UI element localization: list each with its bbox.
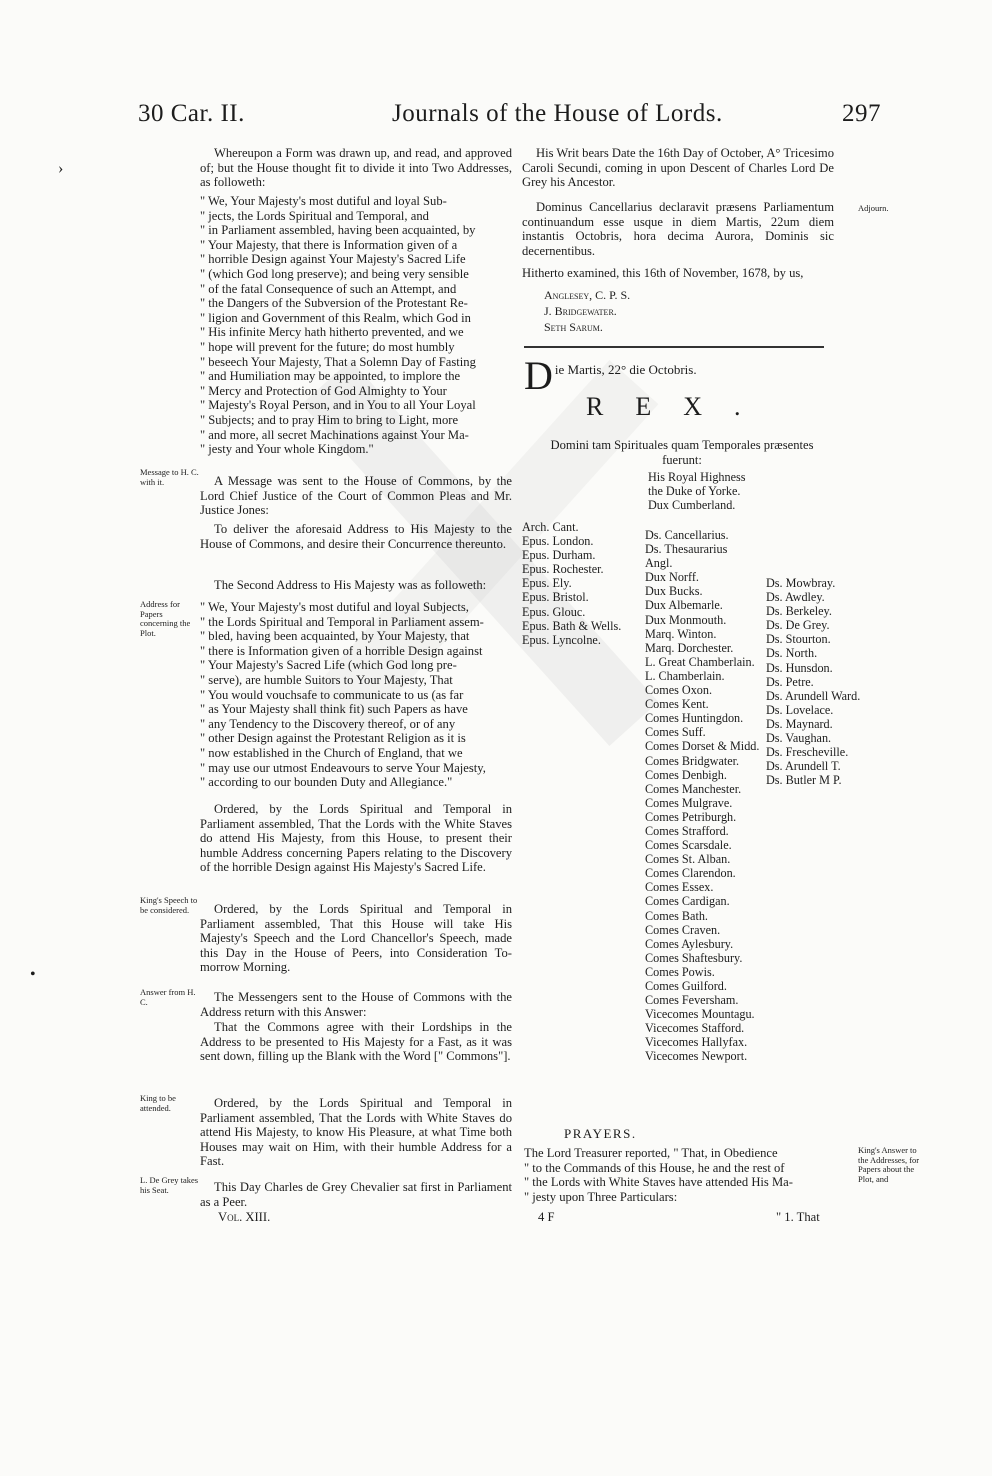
message-text: A Message was sent to the House of Commons, by the Lord Chief Justice of the Court of Common Pleas and Mr. Justice Jones: [200,474,512,518]
report-line: The Lord Treasurer reported, " That, in Obedience [524,1146,778,1160]
running-head-regnal-year: 30 Car. II. [138,100,245,127]
report-line: " the Lords with White Staves have attended His Ma- [524,1175,793,1190]
baron-entry: Ds. Berkeley. [766,604,832,619]
bishop-entry: Epus. Glouc. [522,604,586,619]
peer-entry: Comes Craven. [645,922,721,937]
margin-note-message: Message to H. C. with it. [140,467,199,487]
bishop-entry: Epus. Bath & Wells. [522,618,622,633]
peer-entry: the Duke of Yorke. [648,484,741,499]
examined-line [522,266,834,281]
drop-initial: D [524,353,553,398]
address-line: " We, Your Majesty's most dutiful and loyal Sub- [200,194,447,208]
margin-note-answer: Answer from H. C. [140,987,196,1007]
second-address [200,600,512,790]
peer-entry: Comes Guilford. [645,979,727,993]
message-paragraph [200,474,512,518]
baron-entry: Ds. Maynard. [766,716,833,731]
session-date-text: ie Martis, 22° die Octobris. [554,362,697,377]
peer-entry: Vicecomes Mountagu. [645,1007,755,1022]
address-line: " jesty and Your whole Kingdom." [200,442,374,457]
page-number: 297 [842,100,881,127]
commons-agree-paragraph [200,1020,512,1064]
baron-entry: Ds. Petre. [766,674,814,689]
address-line: " in Parliament assembled, having been acquainted, by [200,223,476,238]
bishop-entry: Epus. Rochester. [522,562,604,577]
baron-entry: Ds. North. [766,646,818,661]
address-line: " His infinite Mercy hath hitherto prevented, and we [200,325,464,340]
address-line: " beseech Your Majesty, That a Solemn Day of Fasting [200,354,476,369]
baron-entry: Ds. Stourton. [766,632,831,647]
peer-entry: Dux Cumberland. [648,498,736,513]
bishop-entry: Arch. Cant. [522,520,579,534]
margin-note-address: Address for Papers concerning the Plot. [140,599,191,638]
address-line: " of the fatal Consequence of such an Attempt, and [200,281,457,296]
rex-heading: REX. [586,392,773,421]
address-line: " bled, having been acquainted, by Your Majesty, that [200,629,470,644]
baron-entry: Ds. Hunsdon. [766,660,833,675]
peer-entry: Vicecomes Newport. [645,1049,748,1064]
margin-note-degrey: L. De Grey takes his Seat. [140,1175,199,1195]
address-line: " jects, the Lords Spiritual and Temporal, and [200,208,429,223]
address-line: " Your Majesty's Sacred Life (which God long pre- [200,658,457,673]
peer-entry: Ds. Cancellarius. [645,528,729,542]
deliver-paragraph [200,522,512,551]
report-line: " to the Commands of this House, he and the rest of [524,1160,785,1175]
peer-entry: Marq. Dorchester. [645,640,734,655]
peer-entry: Comes Strafford. [645,823,729,838]
address-line: " Your Majesty, that there is Information given of a [200,237,458,252]
ordered-white-staves [200,802,512,875]
peer-entry: Comes Aylesbury. [645,936,734,951]
address-line: " serve), are humble Suitors to Your Majesty, That [200,672,453,687]
volume-mark: Vol. XIII. [218,1210,271,1224]
peer-entry: Dux Monmouth. [645,612,727,627]
peer-entry: Ds. Thesaurarius [645,542,728,557]
ordered-text: Ordered, by the Lords Spiritual and Temporal in Parliament assembled, That the Lords with the White Staves do attend His Majesty, from this House, to present their humble Address concerning Papers relating to the Discovery of the horrible Design against His Majesty's Sacred Life. [200,802,512,875]
margin-note-king: King to be attended. [140,1093,176,1113]
ordered-fast-text: Ordered, by the Lords Spiritual and Temporal in Parliament assembled, That the Lords with White Staves do attend His Majesty, to know His Pleasure, at what Time both Houses may wait on Him, with their humble Address for a Fast. [200,1096,512,1169]
peer-entry: Comes Feversham. [645,993,739,1008]
commons-agree-text: That the Commons agree with their Lordships in the Address to be presented to His Majesty for a Fast, as it was sent down, filling up the Blank with the Word [" Commons"]. [200,1020,512,1064]
writ-text: His Writ bears Date the 16th Day of October, A° Tricesimo Caroli Secundi, coming in upon Descent of Charles Lord De Grey his Ancestor. [522,146,834,190]
bishop-entry: Epus. Durham. [522,548,596,563]
address-line: " may use our utmost Endeavours to serve Your Majesty, [200,760,486,775]
signature-3: Seth Sarum. [544,320,603,334]
deliver-text: To deliver the aforesaid Address to His Majesty to the House of Commons, and desire their Concurrence thereunto. [200,522,512,551]
adjourn-text: Dominus Cancellarius declaravit præsens Parliamentum continuandum esse usque in diem Martis, 22um diem instantis Octobris, hora decima Aurora, Dominis sic decernentibus. [522,200,834,258]
address-line: " and Humiliation may be appointed, to implore the [200,369,461,384]
signature-2: J. Bridgewater. [544,304,617,318]
section-rule [524,346,824,348]
running-head-title: Journals of the House of Lords. [392,100,723,127]
royal-list [648,470,746,512]
ordered-fast [200,1096,512,1169]
second-address-intro-text: The Second Address to His Majesty was as followeth: [214,578,487,592]
messengers-text: The Messengers sent to the House of Commons with the Address return with this Answer: [200,990,512,1019]
baron-entry: Ds. Arundell T. [766,759,841,774]
address-line: " according to our bounden Duty and Allegiance." [200,775,453,790]
peer-entry: Marq. Winton. [645,626,717,641]
address-line: " any Tendency to the Discovery thereof, or of any [200,716,456,731]
peer-entry: Comes Bridgwater. [645,753,740,768]
bishop-entry: Epus. London. [522,534,594,549]
peer-entry: Comes Manchester. [645,781,742,796]
barons-list [766,576,860,787]
address-line: " and more, all secret Machinations against Your Ma- [200,427,469,442]
baron-entry: Ds. Lovelace. [766,702,834,717]
peer-entry: L. Great Chamberlain. [645,654,755,669]
bishop-entry: Epus. Ely. [522,576,572,591]
writ-paragraph [522,146,834,190]
peer-entry: Comes Oxon. [645,683,713,698]
first-address [200,194,512,457]
peer-entry: Vicecomes Stafford. [645,1021,745,1036]
margin-note-adjourn: Adjourn. [858,203,889,213]
margin-mark: › [58,160,64,177]
intro-text: Whereupon a Form was drawn up, and read, and approved of; but the House thought fit to divide it into Two Addresses, as followeth: [200,146,512,190]
address-line: " hope will prevent for the future; do most humbly [200,339,455,354]
prayers-heading: PRAYERS. [564,1126,637,1141]
peer-entry: Dux Bucks. [645,584,703,599]
catchword: " 1. That [776,1210,820,1224]
adjourn-paragraph [522,200,834,258]
address-line: " We, Your Majesty's most dutiful and loyal Subjects, [200,600,469,614]
margin-mark: • [30,966,36,983]
peer-entry: Dux Albemarle. [645,598,723,613]
second-address-intro [200,578,512,593]
margin-note-kings-answer: King's Answer to the Addresses, for Papers about the Plot, and [858,1145,920,1184]
baron-entry: Ds. Butler M P. [766,773,842,788]
messengers-paragraph [200,990,512,1019]
baron-entry: Ds. Awdley. [766,590,825,605]
peer-entry: His Royal Highness [648,470,746,484]
address-line: " the Dangers of the Subversion of the Protestant Re- [200,296,468,311]
address-line: " the Lords Spiritual and Temporal in Parliament assem- [200,614,484,629]
address-line: " there is Information given of a horrible Design against [200,643,483,658]
address-line: " Subjects; and to pray Him to bring to Light, more [200,412,459,427]
peer-entry: Angl. [645,556,673,571]
peer-entry: Comes Suff. [645,725,706,740]
address-line: " ligion and Government of this Realm, which God in [200,310,471,325]
peer-entry: Comes Essex. [645,880,714,895]
ordered-speech [200,902,512,975]
address-line: " Mercy and Protection of God Almighty to Your [200,383,447,398]
signature-1: Anglesey, C. P. S. [544,288,631,302]
intro-paragraph [200,146,512,190]
address-line: " Majesty's Royal Person, and in You to all Your Loyal [200,398,476,413]
peers-list [645,528,759,1064]
address-line: " You would vouchsafe to communicate to us (as far [200,687,464,702]
address-line: " (which God long preserve); and being very sensible [200,266,469,281]
peer-entry: Comes Petriburgh. [645,809,737,824]
report-line: " jesty upon Three Particulars: [524,1189,678,1204]
baron-entry: Ds. De Grey. [766,618,830,633]
peer-entry: Comes Clarendon. [645,866,736,881]
peer-entry: Comes St. Alban. [645,852,731,867]
address-line: " horrible Design against Your Majesty's Sacred Life [200,252,466,267]
baron-entry: Ds. Frescheville. [766,745,849,760]
peer-entry: Comes Bath. [645,908,708,923]
address-line: " now established in the Church of England, that we [200,745,463,760]
peer-entry: Vicecomes Hallyfax. [645,1035,748,1050]
baron-entry: Ds. Mowbray. [766,576,836,590]
margin-note-speech: King's Speech to be considered. [140,895,198,915]
present-heading: Domini tam Spirituales quam Temporales præsentes fuerunt: [550,438,814,467]
degrey-text: This Day Charles de Grey Chevalier sat first in Parliament as a Peer. [200,1180,512,1209]
signature-mark: 4 F [538,1210,555,1224]
peer-entry: Comes Dorset & Midd. [645,739,760,754]
degrey-paragraph [200,1180,512,1209]
peer-entry: Comes Denbigh. [645,767,727,782]
peer-entry: Dux Norff. [645,570,699,585]
address-line: " as Your Majesty shall think fit) such Papers as have [200,702,468,717]
baron-entry: Ds. Vaughan. [766,731,832,746]
examined-text: Hitherto examined, this 16th of November, 1678, by us, [522,266,804,280]
bishops-list [522,520,621,647]
peer-entry: Comes Cardigan. [645,894,730,909]
peer-entry: Comes Shaftesbury. [645,950,743,965]
peer-entry: Comes Huntingdon. [645,711,744,726]
address-line: " other Design against the Protestant Religion as it is [200,731,466,746]
peer-entry: Comes Mulgrave. [645,795,733,810]
session-date [524,353,697,398]
peer-entry: Comes Scarsdale. [645,838,732,853]
baron-entry: Ds. Arundell Ward. [766,688,861,703]
bishop-entry: Epus. Bristol. [522,590,589,605]
ordered-speech-text: Ordered, by the Lords Spiritual and Temporal in Parliament assembled, That this House will take His Majesty's Speech and the Lord Chancellor's Speech, made this Day in the House of Peers, into Consideration To-morrow Morning. [200,902,512,975]
treasurer-report [524,1146,860,1204]
peer-entry: Comes Kent. [645,697,709,712]
peer-entry: Comes Powis. [645,964,715,979]
bishop-entry: Epus. Lyncolne. [522,632,601,647]
peer-entry: L. Chamberlain. [645,668,725,683]
